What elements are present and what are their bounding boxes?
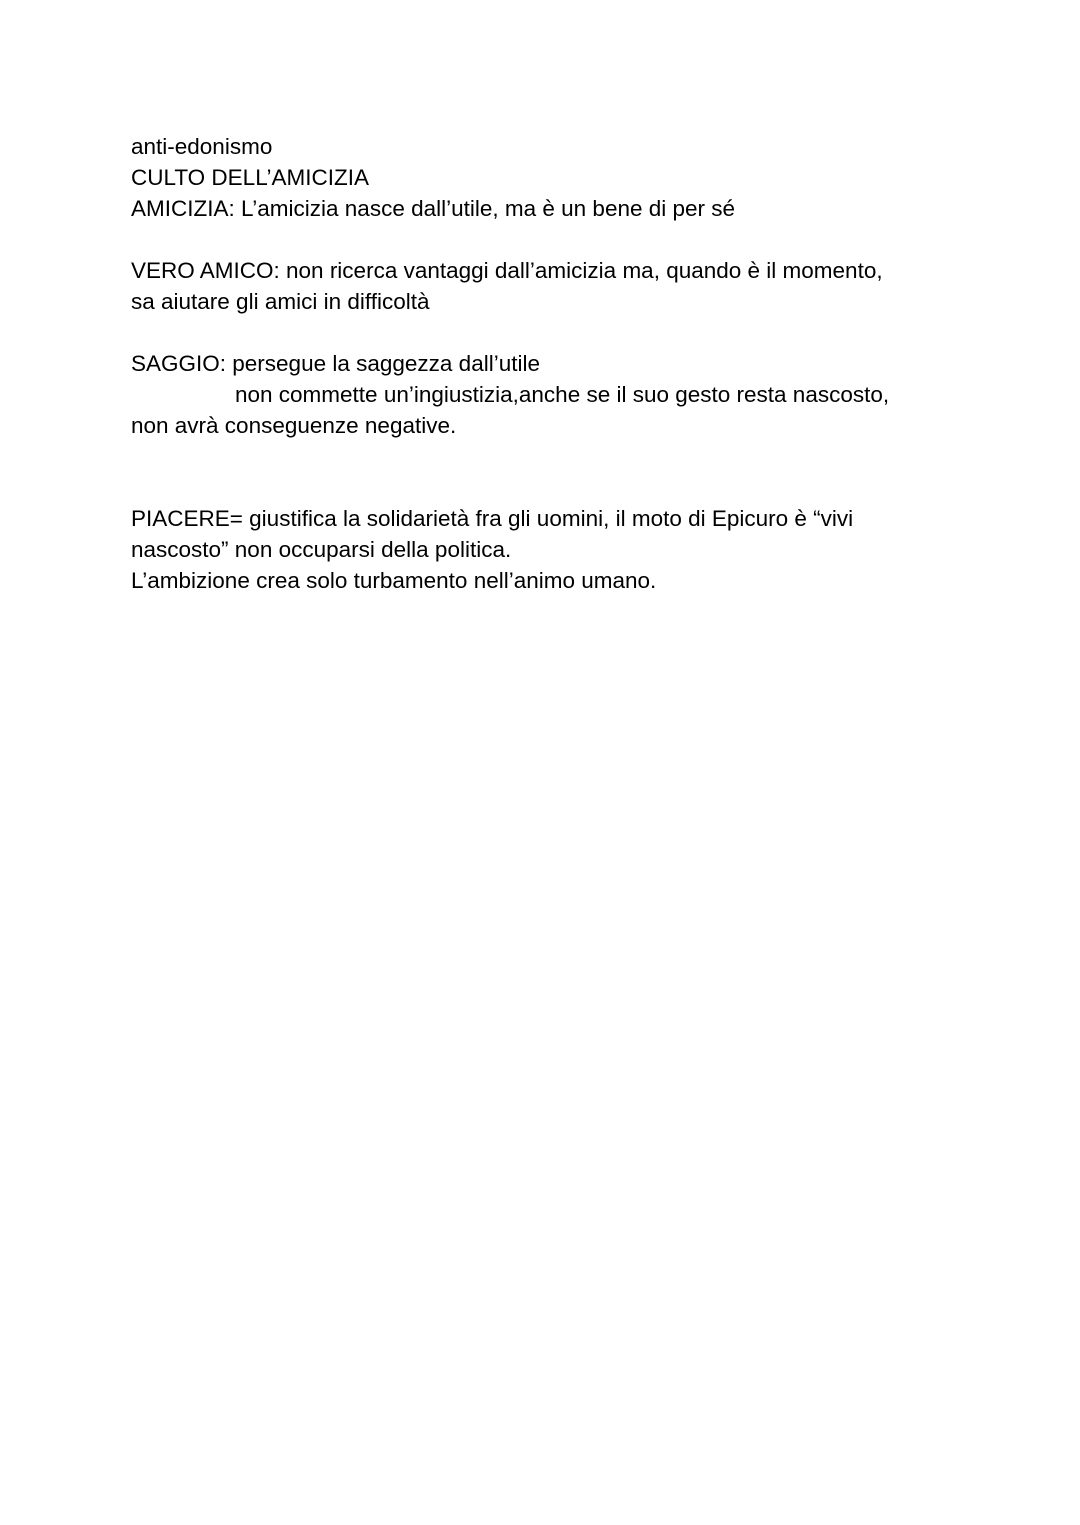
text-line-anti-edonismo: anti-edonismo bbox=[131, 134, 273, 159]
text-line-saggio: SAGGIO: persegue la saggezza dall’utile bbox=[131, 351, 540, 376]
text-line-saggio-cont: non avrà conseguenze negative. bbox=[131, 413, 457, 438]
text-line-saggio-indented: non commette un’ingiustizia,anche se il suo gesto resta nascosto, bbox=[235, 382, 890, 407]
paragraph-spacer bbox=[131, 317, 991, 348]
paragraph-spacer bbox=[131, 441, 991, 503]
text-line-vero-amico: VERO AMICO: non ricerca vantaggi dall’amicizia ma, quando è il momento, bbox=[131, 258, 883, 283]
text-line-piacere-cont: nascosto” non occuparsi della politica. bbox=[131, 537, 512, 562]
paragraph-spacer bbox=[131, 224, 991, 255]
document-body bbox=[131, 131, 991, 596]
text-line-vero-amico-cont: sa aiutare gli amici in difficoltà bbox=[131, 289, 430, 314]
text-line-piacere: PIACERE= giustifica la solidarietà fra gli uomini, il moto di Epicuro è “vivi bbox=[131, 506, 854, 531]
text-line-amicizia: AMICIZIA: L’amicizia nasce dall’utile, ma è un bene di per sé bbox=[131, 196, 736, 221]
text-line-ambizione: L’ambizione crea solo turbamento nell’animo umano. bbox=[131, 568, 657, 593]
text-line-culto-amicizia: CULTO DELL’AMICIZIA bbox=[131, 165, 369, 190]
